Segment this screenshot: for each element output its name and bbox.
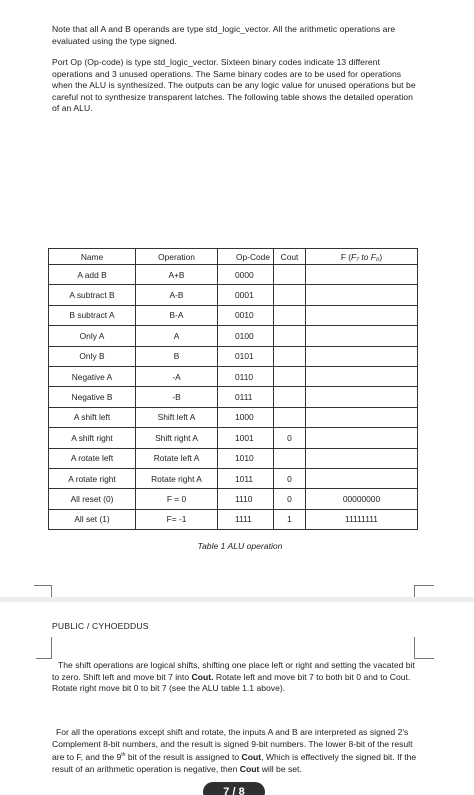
cell-operation: A-B xyxy=(136,285,218,305)
cell-opcode: 1111 xyxy=(218,509,274,529)
table-row xyxy=(49,346,418,366)
classification-header: PUBLIC / CYHOEDDUS xyxy=(52,621,149,631)
paragraph-port-op: Port Op (Op-code) is type std_logic_vector. Sixteen binary codes indicate 13 different operations and 3 unused operations. The Same binary codes are to be used for operations when the ALU is synthesized. The outputs can be any logic value for unused operations but be careful not to synthesize transparent latches. The following table shows the detailed operation of an ALU. xyxy=(52,57,416,114)
cell-name: A rotate left xyxy=(49,448,136,468)
cell-operation: Shift left A xyxy=(136,407,218,427)
cell-opcode: 1011 xyxy=(218,468,274,488)
table-row xyxy=(49,285,418,305)
cell-operation: B-A xyxy=(136,305,218,325)
table-caption: Table 1 ALU operation xyxy=(197,541,283,551)
cell-opcode: 1110 xyxy=(218,489,274,509)
cell-operation: A+B xyxy=(136,265,218,285)
cell-operation: F = 0 xyxy=(136,489,218,509)
cell-cout xyxy=(274,305,306,325)
cell-name: B subtract A xyxy=(49,305,136,325)
cell-f xyxy=(306,285,418,305)
cell-name: Only B xyxy=(49,346,136,366)
header-name: Name xyxy=(49,249,136,265)
crop-mark-top-right xyxy=(414,637,434,659)
cell-operation: Rotate right A xyxy=(136,468,218,488)
cell-cout: 0 xyxy=(274,468,306,488)
cell-f xyxy=(306,265,418,285)
cell-f xyxy=(306,428,418,448)
table-row xyxy=(49,366,418,386)
table-row xyxy=(49,489,418,509)
cell-name: A shift left xyxy=(49,407,136,427)
cell-cout xyxy=(274,387,306,407)
cell-operation: Shift right A xyxy=(136,428,218,448)
header-cout: Cout xyxy=(274,249,306,265)
cell-f xyxy=(306,305,418,325)
cell-opcode: 1001 xyxy=(218,428,274,448)
crop-mark-top-left xyxy=(36,637,52,659)
cell-opcode: 0111 xyxy=(218,387,274,407)
cell-name: Negative A xyxy=(49,366,136,386)
cell-operation: Rotate left A xyxy=(136,448,218,468)
crop-mark-bottom-left xyxy=(34,585,52,597)
cell-cout: 0 xyxy=(274,489,306,509)
paragraph-shift-operations: The shift operations are logical shifts, shifting one place left or right and setting the vacated bit to zero. Shift left and move bit 7 into Cout. Rotate left and move bit 7 to both bit 0 and to Cout. Rotate right move bit 0 to bit 7 (see the ALU table 1.1 above). xyxy=(52,660,415,694)
cell-name: A subtract B xyxy=(49,285,136,305)
cell-cout: 1 xyxy=(274,509,306,529)
cell-f xyxy=(306,407,418,427)
page-number-indicator[interactable]: 7 / 8 xyxy=(203,782,265,795)
table-row xyxy=(49,428,418,448)
cell-cout: 0 xyxy=(274,428,306,448)
cell-f xyxy=(306,468,418,488)
cell-name: Only A xyxy=(49,326,136,346)
cell-name: All reset (0) xyxy=(49,489,136,509)
cell-cout xyxy=(274,346,306,366)
table-header-row xyxy=(49,249,418,265)
paragraph-operand-types: Note that all A and B operands are type std_logic_vector. All the arithmetic operations are evaluated using the type signed. xyxy=(52,24,396,46)
table-row xyxy=(49,305,418,325)
table-row xyxy=(49,387,418,407)
cell-operation: -B xyxy=(136,387,218,407)
crop-mark-bottom-right xyxy=(414,585,434,597)
paragraph-arithmetic-operations: For all the operations except shift and rotate, the inputs A and B are interpreted as signed 2's Complement 8-bit numbers, and the result is signed 9-bit numbers. The lower 8-bit of the result are to F, and the 9th bit of the result is assigned to Cout, Which is effectively the signed bit. If the result of an arithmetic operation is negative, then Cout will be set. xyxy=(52,727,417,774)
cell-opcode: 1000 xyxy=(218,407,274,427)
cell-cout xyxy=(274,407,306,427)
cell-f xyxy=(306,346,418,366)
cell-f xyxy=(306,448,418,468)
cell-opcode: 0010 xyxy=(218,305,274,325)
header-opcode: Op-Code xyxy=(218,249,274,265)
cell-name: All set (1) xyxy=(49,509,136,529)
cell-cout xyxy=(274,366,306,386)
cell-f: 11111111 xyxy=(306,509,418,529)
cell-operation: -A xyxy=(136,366,218,386)
cell-opcode: 0101 xyxy=(218,346,274,366)
cell-cout xyxy=(274,326,306,346)
cell-operation: F= -1 xyxy=(136,509,218,529)
cell-operation: A xyxy=(136,326,218,346)
header-f: F (F₇ to F₀) xyxy=(306,249,418,265)
cell-name: A rotate right xyxy=(49,468,136,488)
cell-opcode: 0000 xyxy=(218,265,274,285)
cell-cout xyxy=(274,448,306,468)
cell-cout xyxy=(274,265,306,285)
table-row xyxy=(49,265,418,285)
table-row xyxy=(49,509,418,529)
alu-operation-table xyxy=(48,248,418,530)
cell-f xyxy=(306,366,418,386)
header-operation: Operation xyxy=(136,249,218,265)
cell-name: A shift right xyxy=(49,428,136,448)
cell-f xyxy=(306,387,418,407)
cell-name: A add B xyxy=(49,265,136,285)
cell-operation: B xyxy=(136,346,218,366)
cell-opcode: 1010 xyxy=(218,448,274,468)
cell-name: Negative B xyxy=(49,387,136,407)
table-row xyxy=(49,468,418,488)
cell-opcode: 0110 xyxy=(218,366,274,386)
cell-cout xyxy=(274,285,306,305)
cell-opcode: 0100 xyxy=(218,326,274,346)
cell-f xyxy=(306,326,418,346)
cell-f: 00000000 xyxy=(306,489,418,509)
cell-opcode: 0001 xyxy=(218,285,274,305)
table-row xyxy=(49,448,418,468)
table-row xyxy=(49,407,418,427)
table-row xyxy=(49,326,418,346)
